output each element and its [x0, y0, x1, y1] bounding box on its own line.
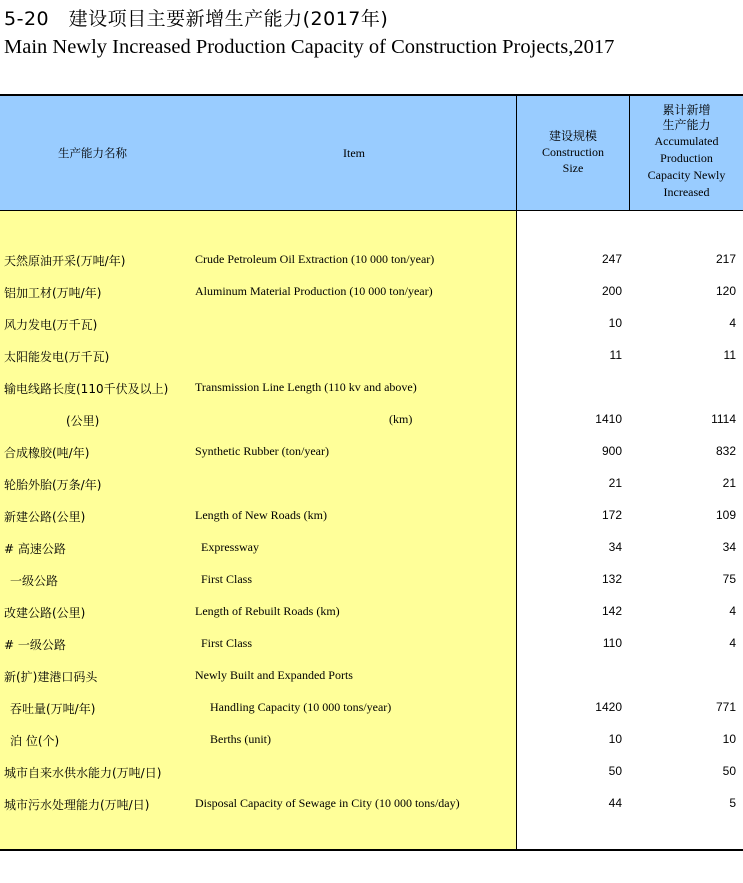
row-accumulated-capacity: 75: [722, 572, 736, 586]
row-construction-size: 200: [601, 284, 622, 298]
row-item-en: Handling Capacity (10 000 tons/year): [210, 700, 392, 714]
row-item-cn: # 高速公路: [4, 542, 66, 556]
table-body-value-columns: [517, 211, 743, 849]
column-divider-2: [629, 96, 630, 211]
header-accumulated-en1: Accumulated: [654, 134, 719, 148]
table-row: [0, 730, 743, 750]
table-row: [0, 378, 743, 398]
header-construction-en2: Size: [562, 161, 584, 175]
page-title-en: Main Newly Increased Production Capacity of Construction Projects,2017: [4, 36, 615, 58]
row-construction-size: 10: [608, 732, 622, 746]
header-accumulated-cn2: 生产能力: [662, 118, 711, 132]
row-item-cn: (公里): [66, 414, 100, 428]
row-construction-size: 44: [608, 796, 622, 810]
row-item-cn: # 一级公路: [4, 638, 66, 652]
row-accumulated-capacity: 10: [722, 732, 736, 746]
row-construction-size: 900: [601, 444, 622, 458]
row-item-en: First Class: [201, 636, 253, 650]
row-item-cn: 城市污水处理能力(万吨/日): [4, 798, 150, 812]
row-construction-size: 1410: [595, 412, 622, 426]
row-accumulated-capacity: 771: [715, 700, 736, 714]
row-construction-size: 172: [601, 508, 622, 522]
row-item-cn: 城市自来水供水能力(万吨/日): [4, 766, 162, 780]
row-accumulated-capacity: 4: [729, 604, 736, 618]
row-accumulated-capacity: 34: [722, 540, 736, 554]
table-header: [0, 96, 743, 211]
row-item-en: Berths (unit): [210, 732, 271, 746]
row-item-cn: 合成橡胶(吨/年): [4, 446, 90, 460]
row-accumulated-capacity: 11: [723, 348, 736, 362]
row-construction-size: 110: [602, 636, 622, 650]
table-row: [0, 282, 743, 302]
row-construction-size: 34: [608, 540, 622, 554]
row-accumulated-capacity: 109: [715, 508, 736, 522]
table-row: [0, 698, 743, 718]
row-accumulated-capacity: 217: [715, 252, 736, 266]
row-item-cn: 铝加工材(万吨/年): [4, 286, 102, 300]
row-item-cn: 天然原油开采(万吨/年): [4, 254, 126, 268]
row-construction-size: 10: [608, 316, 622, 330]
row-accumulated-capacity: 4: [729, 636, 736, 650]
header-accumulated: [630, 103, 743, 201]
row-accumulated-capacity: 120: [715, 284, 736, 298]
row-item-cn: 一级公路: [10, 574, 59, 588]
header-accumulated-cn1: 累计新增: [662, 103, 711, 117]
row-item-en: Disposal Capacity of Sewage in City (10 000 tons/day): [195, 796, 460, 810]
header-accumulated-en3: Capacity Newly: [647, 168, 726, 182]
table-row: [0, 666, 743, 686]
row-item-cn: 吞吐量(万吨/年): [10, 702, 96, 716]
row-item-en: Crude Petroleum Oil Extraction (10 000 ton/year): [195, 252, 435, 266]
bottom-rule: [0, 849, 743, 851]
header-item-cn: 生产能力名称: [58, 146, 127, 160]
row-accumulated-capacity: 50: [722, 764, 736, 778]
table-body-item-column: [0, 211, 516, 849]
row-item-cn: 泊 位(个): [10, 734, 60, 748]
row-accumulated-capacity: 5: [729, 796, 736, 810]
page-title-cn: 5-20 建设项目主要新增生产能力(2017年): [4, 8, 389, 30]
row-item-en: (km): [389, 412, 413, 426]
row-accumulated-capacity: 21: [722, 476, 736, 490]
row-item-cn: 轮胎外胎(万条/年): [4, 478, 102, 492]
row-item-cn: 输电线路长度(110千伏及以上): [4, 382, 169, 396]
table-row: [0, 474, 743, 494]
row-accumulated-capacity: 1114: [711, 412, 736, 426]
row-item-en: Length of New Roads (km): [195, 508, 327, 522]
row-construction-size: 1420: [595, 700, 622, 714]
table-row: [0, 602, 743, 622]
row-construction-size: 132: [601, 572, 622, 586]
row-item-cn: 新(扩)建港口码头: [4, 670, 98, 684]
row-item-en: Transmission Line Length (110 kv and above): [195, 380, 417, 394]
table-row: [0, 570, 743, 590]
table-row: [0, 538, 743, 558]
header-accumulated-en4: Increased: [663, 185, 710, 199]
header-accumulated-en2: Production: [660, 151, 713, 165]
row-construction-size: 247: [601, 252, 622, 266]
row-accumulated-capacity: 4: [729, 316, 736, 330]
table-row: [0, 314, 743, 334]
table-row: [0, 506, 743, 526]
row-construction-size: 50: [608, 764, 622, 778]
header-construction-en1: Construction: [542, 145, 604, 159]
row-item-en: Expressway: [201, 540, 259, 554]
table-row: [0, 762, 743, 782]
row-item-cn: 改建公路(公里): [4, 606, 86, 620]
row-accumulated-capacity: 832: [715, 444, 736, 458]
row-construction-size: 11: [609, 348, 622, 362]
table-row: [0, 410, 743, 430]
table-row: [0, 794, 743, 814]
header-construction-size: [517, 128, 629, 176]
row-item-en: Newly Built and Expanded Ports: [195, 668, 353, 682]
row-item-cn: 新建公路(公里): [4, 510, 86, 524]
row-construction-size: 142: [601, 604, 622, 618]
row-item-en: Aluminum Material Production (10 000 ton/year): [195, 284, 433, 298]
table-row: [0, 634, 743, 654]
header-item-en: Item: [343, 146, 365, 160]
table-row: [0, 442, 743, 462]
header-construction-cn: 建设规模: [548, 129, 597, 143]
row-item-cn: 风力发电(万千瓦): [4, 318, 98, 332]
row-item-cn: 太阳能发电(万千瓦): [4, 350, 110, 364]
row-item-en: Synthetic Rubber (ton/year): [195, 444, 329, 458]
table-row: [0, 346, 743, 366]
row-construction-size: 21: [608, 476, 622, 490]
table-row: [0, 250, 743, 270]
row-item-en: First Class: [201, 572, 253, 586]
row-item-en: Length of Rebuilt Roads (km): [195, 604, 340, 618]
